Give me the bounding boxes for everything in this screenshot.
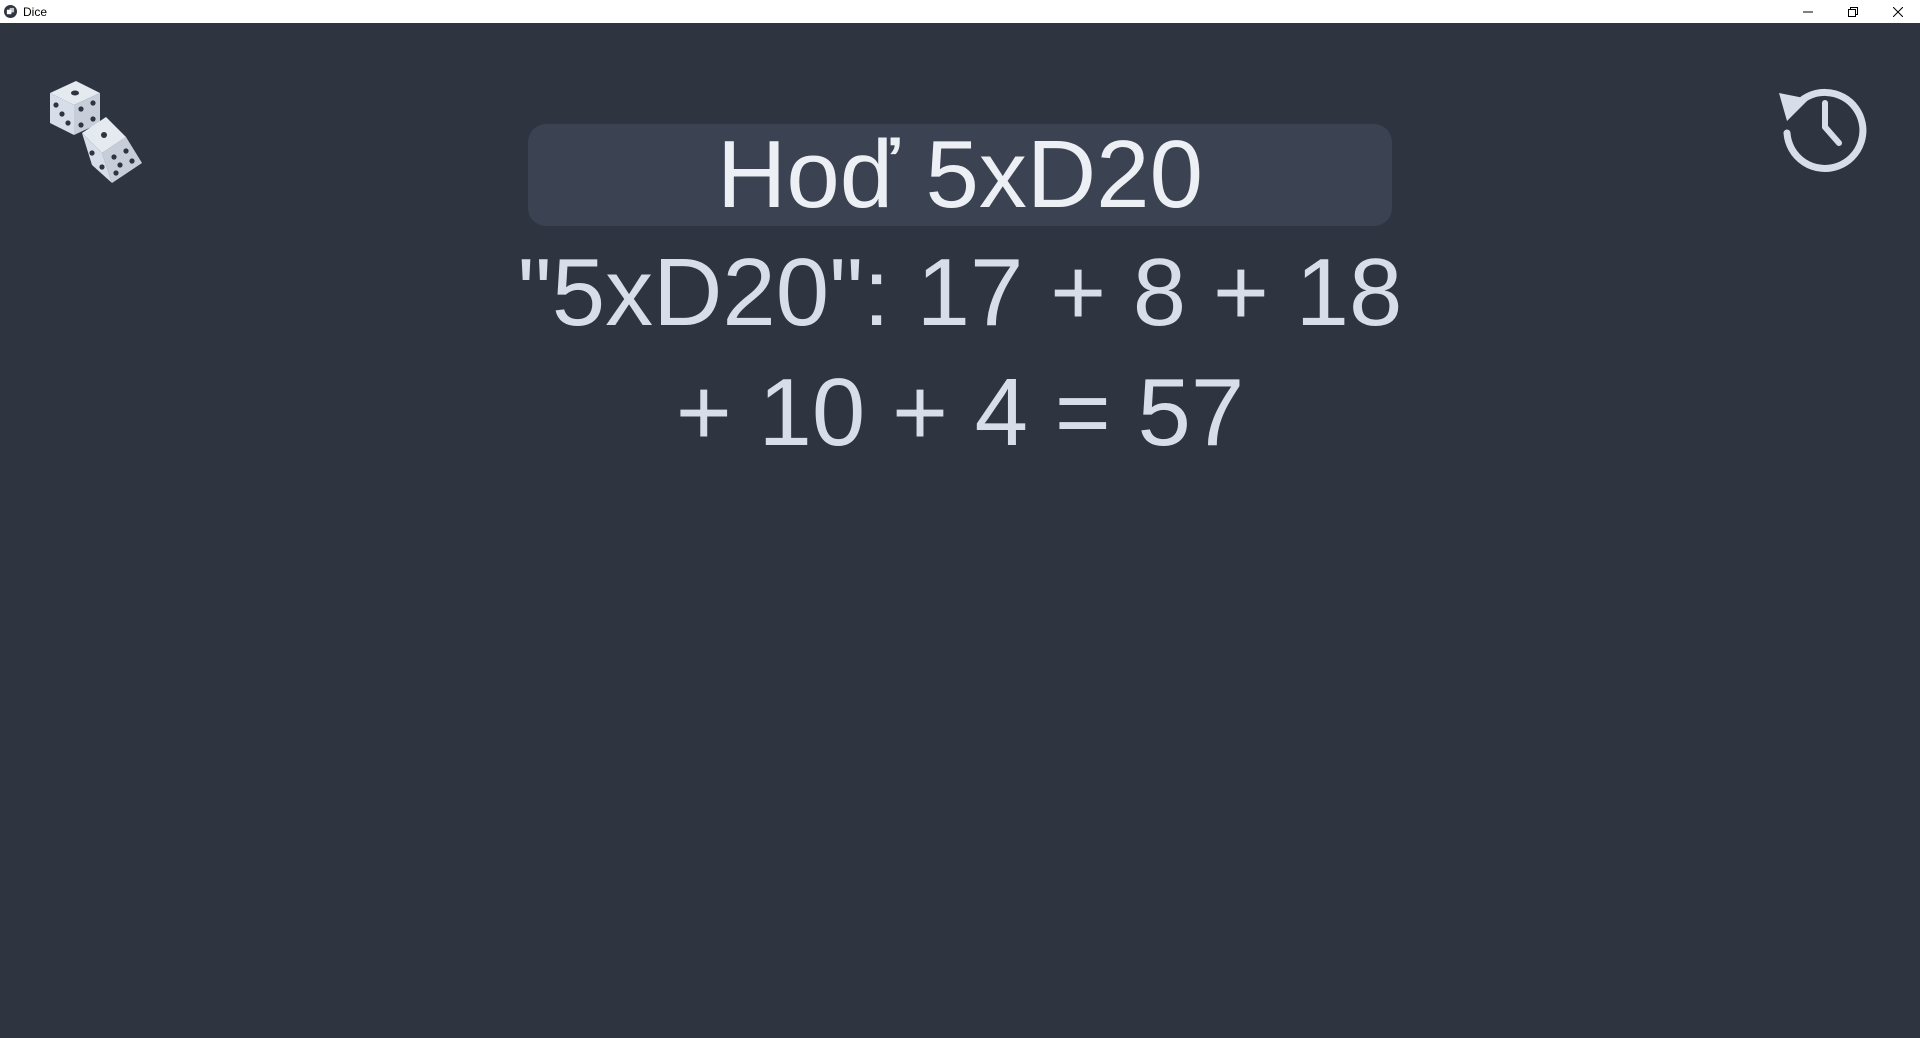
minimize-button[interactable] xyxy=(1785,0,1830,23)
result-line-1: "5xD20": 17 + 8 + 18 xyxy=(517,239,1403,346)
roll-result xyxy=(460,233,1460,473)
window-title: Dice xyxy=(23,4,48,19)
roll-title: Hoď 5xD20 xyxy=(717,121,1203,228)
close-icon xyxy=(1893,7,1903,17)
restore-icon xyxy=(1848,7,1858,17)
dice-icon xyxy=(46,73,146,183)
maximize-button[interactable] xyxy=(1830,0,1875,23)
window-controls xyxy=(1785,0,1920,23)
main-content xyxy=(0,23,1920,1038)
history-button[interactable] xyxy=(1775,77,1871,173)
roll-dice-button[interactable] xyxy=(46,73,146,183)
history-icon xyxy=(1775,77,1871,173)
app-icon xyxy=(4,5,17,18)
title-bar xyxy=(0,0,1920,23)
minimize-icon xyxy=(1803,7,1813,17)
roll-title-box[interactable] xyxy=(528,121,1392,228)
close-button[interactable] xyxy=(1875,0,1920,23)
result-line-2: + 10 + 4 = 57 xyxy=(675,359,1245,466)
